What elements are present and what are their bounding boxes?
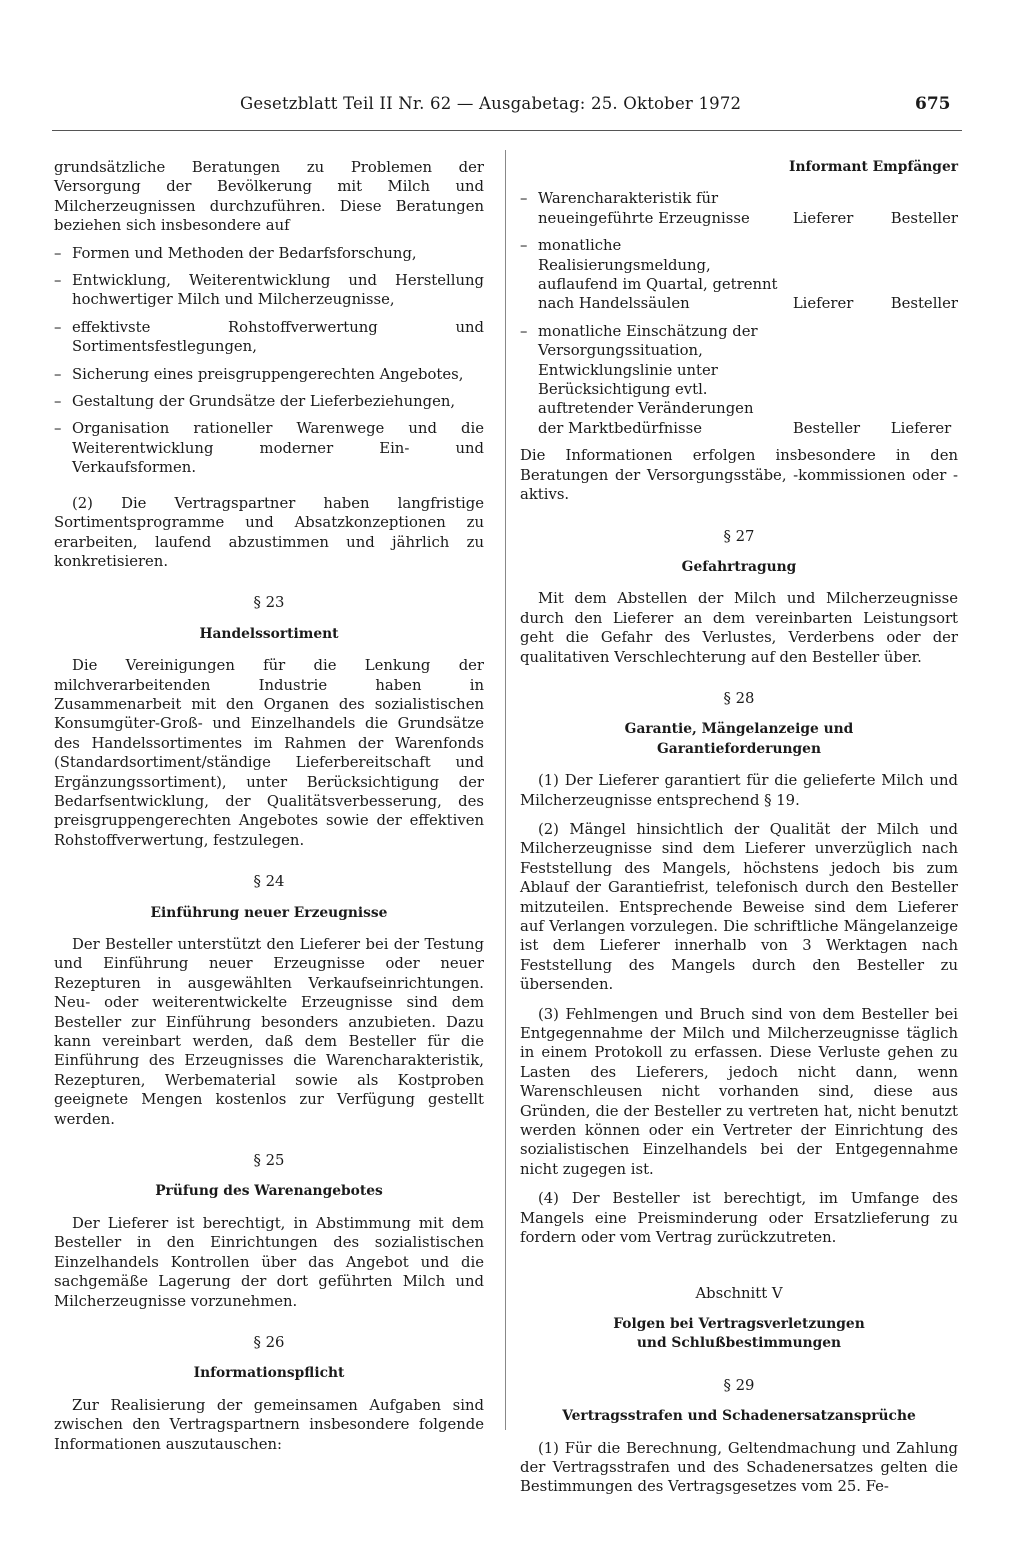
- section-23-text: Die Vereinigungen für die Lenkung der milchverarbeitenden Industrie haben in Zusammenarbeit mit den Organen des sozialistischen Konsumgüter-Groß- und Einzelhandels die Grundsätze des Handelssortimentes im Rahmen der Warenfonds (Standardsortiment/ständige Lieferbereitschaft und Ergänzungssortiment), unter Berücksichtigung der Bedarfsentwicklung, der Qualitätsverbesserung, des preisgruppengerechten Angebotes sowie der effektiven Rohstoffverwertung, festzulegen.: [54, 657, 484, 849]
- section-28-para-2: (2) Mängel hinsichtlich der Qualität der Milch und Milcherzeugnisse sind dem Lieferer unverzüglich nach Feststellung des Mangels, höchstens jedoch bis zum Ablauf der Garantiefrist, telefonisch durch den Besteller mitzuteilen. Entsprechende Beweise sind dem Lieferer auf Verlangen vorzulegen. Die schriftliche Mängelanzeige ist dem Lieferer innerhalb von 3 Werktagen nach Feststellung des Mangels durch den Besteller zu übersenden.: [520, 820, 958, 994]
- section-28-para-4: (4) Der Besteller ist berechtigt, im Umfange des Mangels eine Preisminderung oder Ersatzlieferung zu fordern oder vom Vertrag zurückzutreten.: [520, 1190, 958, 1247]
- section-25-text: Der Lieferer ist berechtigt, in Abstimmung mit dem Besteller in den Einrichtungen des sozialistischen Einzelhandels Kontrollen über das Angebot und die sachgemäße Lagerung der dort geführten Milch und Milcherzeugnisse vorzunehmen.: [54, 1214, 484, 1310]
- section-25-title: Prüfung des Warenangebotes: [155, 1183, 383, 1200]
- abschnitt-title-line2: und Schlußbestimmungen: [636, 1335, 842, 1352]
- info-item: – Warencharakteristik für neueingeführte Erzeugnisse: [520, 181, 781, 228]
- info-item: – monatliche Einschätzung der Versorgungssituation, Entwicklungslinie unter Berücksichtigung evtl. auftretender Veränderungen der Marktbedürfnisse: [520, 314, 781, 438]
- paragraph-2: (2) Die Vertragspartner haben langfristige Sortimentsprogramme und Absatzkonzeptionen zu erarbeiten, laufend abzustimmen und jährlich zu konkretisieren.: [54, 494, 484, 570]
- header-title: Gesetzblatt Teil II Nr. 62 — Ausgabetag: 25. Oktober 1972: [240, 94, 742, 113]
- section-28-para-3: (3) Fehlmengen und Bruch sind von dem Besteller bei Entgegennahme der Milch und Milcherzeugnisse täglich in einem Protokoll zu erfassen. Diese Verluste gehen zu Lasten des Lieferers, jedoch nicht dann, wenn Warenschleusen nicht vorhanden sind, diese aus Gründen, die der Besteller zu vertreten hat, nicht benutzt werden können oder ein Vertreter der Einrichtung des sozialistischen Einzelhandels bei der Entgegennahme nicht zugegen ist.: [520, 1005, 958, 1178]
- section-28-number: § 28: [723, 689, 755, 707]
- information-table: [520, 181, 958, 438]
- list-item: – Formen und Methoden der Bedarfsforschung,: [54, 244, 484, 263]
- info-recipient: Besteller: [890, 209, 958, 227]
- section-28-title-line2: Garantieforderungen: [657, 740, 821, 757]
- section-28-title: [520, 720, 958, 759]
- section-27-text: Mit dem Abstellen der Milch und Milcherzeugnisse durch den Lieferer an dem vereinbarten Leistungsort geht die Gefahr des Verlustes, Verderbens oder der qualitativen Verschlechterung auf den Besteller über.: [520, 590, 958, 666]
- section-24-title: Einführung neuer Erzeugnisse: [150, 904, 388, 921]
- section-29-number: § 29: [723, 1376, 755, 1394]
- list-item: – Sicherung eines preisgruppengerechten Angebotes,: [54, 365, 484, 384]
- section-24-number: § 24: [253, 873, 285, 891]
- section-27-title: Gefahrtragung: [681, 558, 797, 575]
- section-29-title: Vertragsstrafen und Schadenersatzansprüche: [562, 1408, 916, 1425]
- abschnitt-title: [520, 1315, 958, 1354]
- section-24-text: Der Besteller unterstützt den Lieferer bei der Testung und Einführung neuer Erzeugnisse oder neuer Rezepturen in ausgewählten Verkaufseinrichtungen. Neu- oder weiterentwickelte Erzeugnisse sind dem Besteller zur Einführung besonders anzubieten. Dazu kann vereinbart werden, daß dem Besteller für die Einführung des Erzeugnisses die Warencharakteristik, Rezepturen, Werbematerial sowie als Kostproben geeignete Mengen kostenlos zur Verfügung gestellt werden.: [54, 936, 484, 1128]
- section-28-para-1: (1) Der Lieferer garantiert für die gelieferte Milch und Milcherzeugnisse entsprechend § 19.: [520, 772, 958, 809]
- info-informant: Lieferer: [792, 209, 854, 227]
- section-23-number: § 23: [253, 594, 285, 612]
- left-column: [54, 158, 484, 1454]
- abschnitt-label: Abschnitt V: [695, 1284, 783, 1302]
- section-28-title-line1: Garantie, Mängelanzeige und: [624, 721, 854, 738]
- info-informant: Besteller: [792, 419, 861, 437]
- info-item: – monatliche Realisierungsmeldung, auflaufend im Quartal, getrennt nach Handelssäulen: [520, 228, 781, 314]
- table-row: [520, 314, 958, 438]
- list-item: – Gestaltung der Grundsätze der Lieferbeziehungen,: [54, 392, 484, 411]
- consultation-topics-list: [54, 244, 484, 478]
- column-divider: [505, 150, 506, 1430]
- table-row: [520, 228, 958, 314]
- list-item: – Entwicklung, Weiterentwicklung und Herstellung hochwertiger Milch und Milcherzeugnisse,: [54, 271, 484, 310]
- section-27-number: § 27: [723, 527, 755, 545]
- info-recipient: Lieferer: [890, 419, 952, 437]
- info-recipient: Besteller: [890, 295, 958, 313]
- section-25-number: § 25: [253, 1152, 285, 1170]
- info-after-paragraph: Die Informationen erfolgen insbesondere in den Beratungen der Versorgungsstäbe, -kommissionen oder -aktivs.: [520, 447, 958, 504]
- intro-paragraph: grundsätzliche Beratungen zu Problemen der Versorgung der Bevölkerung mit Milch und Milcherzeugnissen durchzuführen. Diese Beratungen beziehen sich insbesondere auf: [54, 159, 484, 235]
- page-number: 675: [915, 94, 951, 114]
- section-26-text: Zur Realisierung der gemeinsamen Aufgaben sind zwischen den Vertragspartnern insbesondere folgende Informationen auszutauschen:: [54, 1396, 484, 1453]
- header-rule: [52, 130, 962, 131]
- right-column: [520, 158, 958, 1497]
- section-26-title: Informationspflicht: [193, 1365, 345, 1382]
- list-item: – Organisation rationeller Warenwege und die Weiterentwicklung moderner Ein- und Verkaufsformen.: [54, 419, 484, 477]
- list-item: – effektivste Rohstoffverwertung und Sortimentsfestlegungen,: [54, 318, 484, 357]
- section-23-title: Handelssortiment: [199, 625, 339, 642]
- info-informant: Lieferer: [792, 295, 854, 313]
- table-row: [520, 181, 958, 228]
- page-header: [0, 94, 1024, 124]
- section-29-text: (1) Für die Berechnung, Geltendmachung und Zahlung der Vertragsstrafen und des Schadenersatzes gelten die Bestimmungen des Vertragsgesetzes vom 25. Fe-: [520, 1439, 958, 1496]
- abschnitt-title-line1: Folgen bei Vertragsverletzungen: [613, 1315, 865, 1332]
- section-26-number: § 26: [253, 1333, 285, 1351]
- info-table-heads: Informant Empfänger: [789, 159, 958, 175]
